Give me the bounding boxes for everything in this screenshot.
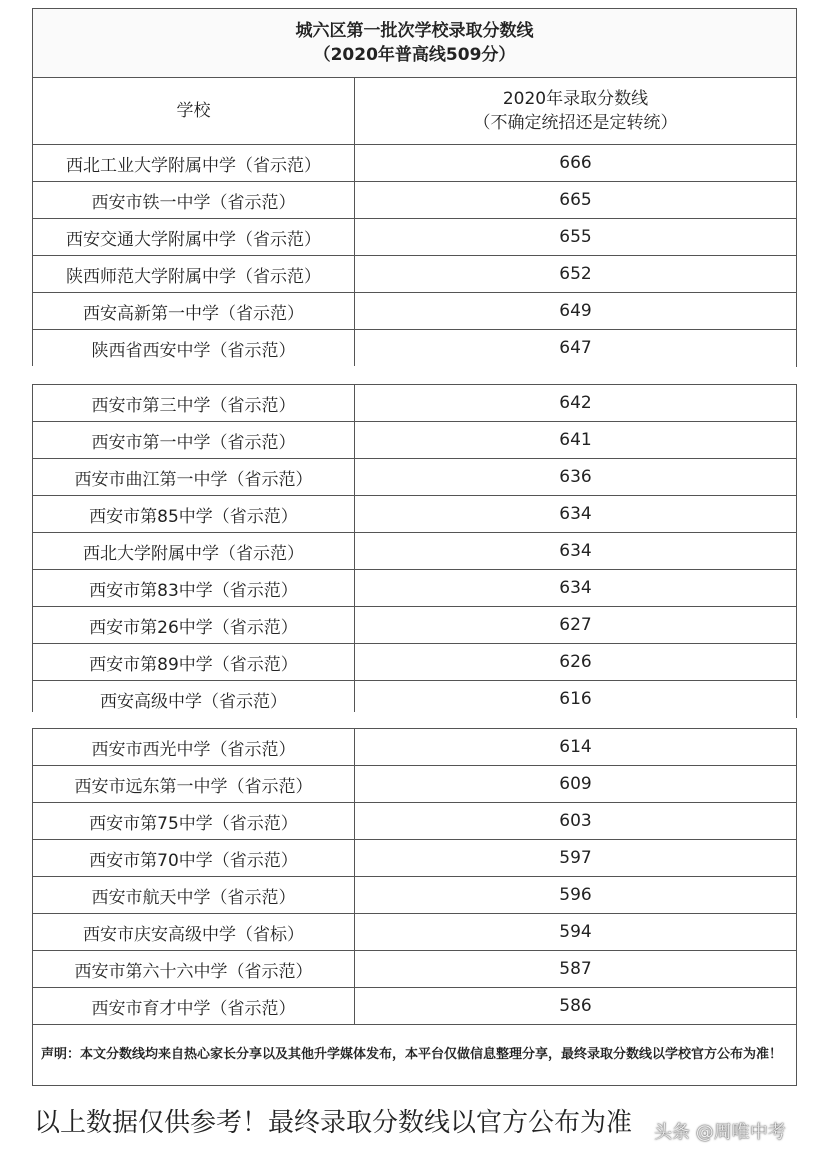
score-cell: 636 [355, 459, 797, 496]
school-name-cell: 西安市曲江第一中学（省示范） [33, 459, 355, 496]
school-name-cell: 西安市第六十六中学（省示范） [33, 951, 355, 988]
score-table-part-1 [32, 8, 797, 367]
table-row [33, 385, 797, 422]
school-name-cell: 西安市庆安高级中学（省标） [33, 914, 355, 951]
table-row [33, 951, 797, 988]
table-title-line1: 城六区第一批次学校录取分数线 [295, 21, 534, 41]
score-cell: 647 [355, 330, 797, 367]
table-row [33, 766, 797, 803]
table-row [33, 988, 797, 1025]
table-row [33, 422, 797, 459]
score-cell: 666 [355, 145, 797, 182]
score-table-part-3 [32, 728, 797, 1086]
score-cell: 652 [355, 256, 797, 293]
score-cell: 587 [355, 951, 797, 988]
score-cell: 609 [355, 766, 797, 803]
table-row [33, 607, 797, 644]
school-name-cell: 陕西师范大学附属中学（省示范） [33, 256, 355, 293]
table-row [33, 219, 797, 256]
score-cell: 627 [355, 607, 797, 644]
table-title-line2: （2020年普高线509分） [313, 45, 516, 65]
score-cell: 634 [355, 533, 797, 570]
column-header-score-line1: 2020年录取分数线 [502, 89, 649, 109]
school-name-cell: 西安市远东第一中学（省示范） [33, 766, 355, 803]
table-row [33, 330, 797, 367]
school-name-cell: 西安市第83中学（省示范） [33, 570, 355, 607]
score-cell: 594 [355, 914, 797, 951]
table-row [33, 145, 797, 182]
school-name-cell: 西安市育才中学（省示范） [33, 988, 355, 1025]
table-title [33, 9, 797, 78]
column-header-score-line2: （不确定统招还是定转统） [473, 113, 678, 133]
table-row [33, 803, 797, 840]
score-cell: 641 [355, 422, 797, 459]
score-cell: 634 [355, 570, 797, 607]
school-name-cell: 西北工业大学附属中学（省示范） [33, 145, 355, 182]
school-name-cell: 西北大学附属中学（省示范） [33, 533, 355, 570]
table-row [33, 644, 797, 681]
school-name-cell: 西安高级中学（省示范） [33, 681, 355, 718]
school-name-cell: 西安市第89中学（省示范） [33, 644, 355, 681]
table-row [33, 877, 797, 914]
school-name-cell: 西安市第70中学（省示范） [33, 840, 355, 877]
score-cell: 596 [355, 877, 797, 914]
table-row [33, 729, 797, 766]
school-name-cell: 西安市西光中学（省示范） [33, 729, 355, 766]
table-row [33, 293, 797, 330]
footer-text: 以上数据仅供参考！最终录取分数线以官方公布为准 [34, 1108, 633, 1138]
school-name-cell: 西安市第75中学（省示范） [33, 803, 355, 840]
school-name-cell: 西安市第三中学（省示范） [33, 385, 355, 422]
table-row [33, 496, 797, 533]
page-break [32, 712, 796, 724]
table-row [33, 256, 797, 293]
disclaimer-note: 声明：本文分数线均来自热心家长分享以及其他升学媒体发布，本平台仅做信息整理分享，最终录取分数线以学校官方公布为准！ [33, 1025, 797, 1086]
school-name-cell: 西安市铁一中学（省示范） [33, 182, 355, 219]
school-name-cell: 西安高新第一中学（省示范） [33, 293, 355, 330]
table-row [33, 459, 797, 496]
score-cell: 603 [355, 803, 797, 840]
score-cell: 586 [355, 988, 797, 1025]
school-name-cell: 西安市第85中学（省示范） [33, 496, 355, 533]
score-table-part-2 [32, 384, 797, 718]
table-group-2 [33, 385, 797, 718]
score-cell: 642 [355, 385, 797, 422]
score-cell: 616 [355, 681, 797, 718]
score-cell: 626 [355, 644, 797, 681]
school-name-cell: 西安市航天中学（省示范） [33, 877, 355, 914]
score-cell: 649 [355, 293, 797, 330]
table-group-1 [33, 145, 797, 367]
score-cell: 614 [355, 729, 797, 766]
school-name-cell: 陕西省西安中学（省示范） [33, 330, 355, 367]
page-break [32, 366, 796, 378]
watermark: 头条 @周唯中考 [654, 1122, 786, 1143]
column-header-score [355, 78, 797, 145]
table-row [33, 840, 797, 877]
table-row [33, 182, 797, 219]
school-name-cell: 西安市第一中学（省示范） [33, 422, 355, 459]
school-name-cell: 西安交通大学附属中学（省示范） [33, 219, 355, 256]
score-cell: 597 [355, 840, 797, 877]
score-cell: 665 [355, 182, 797, 219]
score-cell: 655 [355, 219, 797, 256]
table-group-3 [33, 729, 797, 1025]
column-header-school: 学校 [33, 78, 355, 145]
table-row [33, 570, 797, 607]
score-cell: 634 [355, 496, 797, 533]
table-row [33, 914, 797, 951]
table-row [33, 533, 797, 570]
school-name-cell: 西安市第26中学（省示范） [33, 607, 355, 644]
